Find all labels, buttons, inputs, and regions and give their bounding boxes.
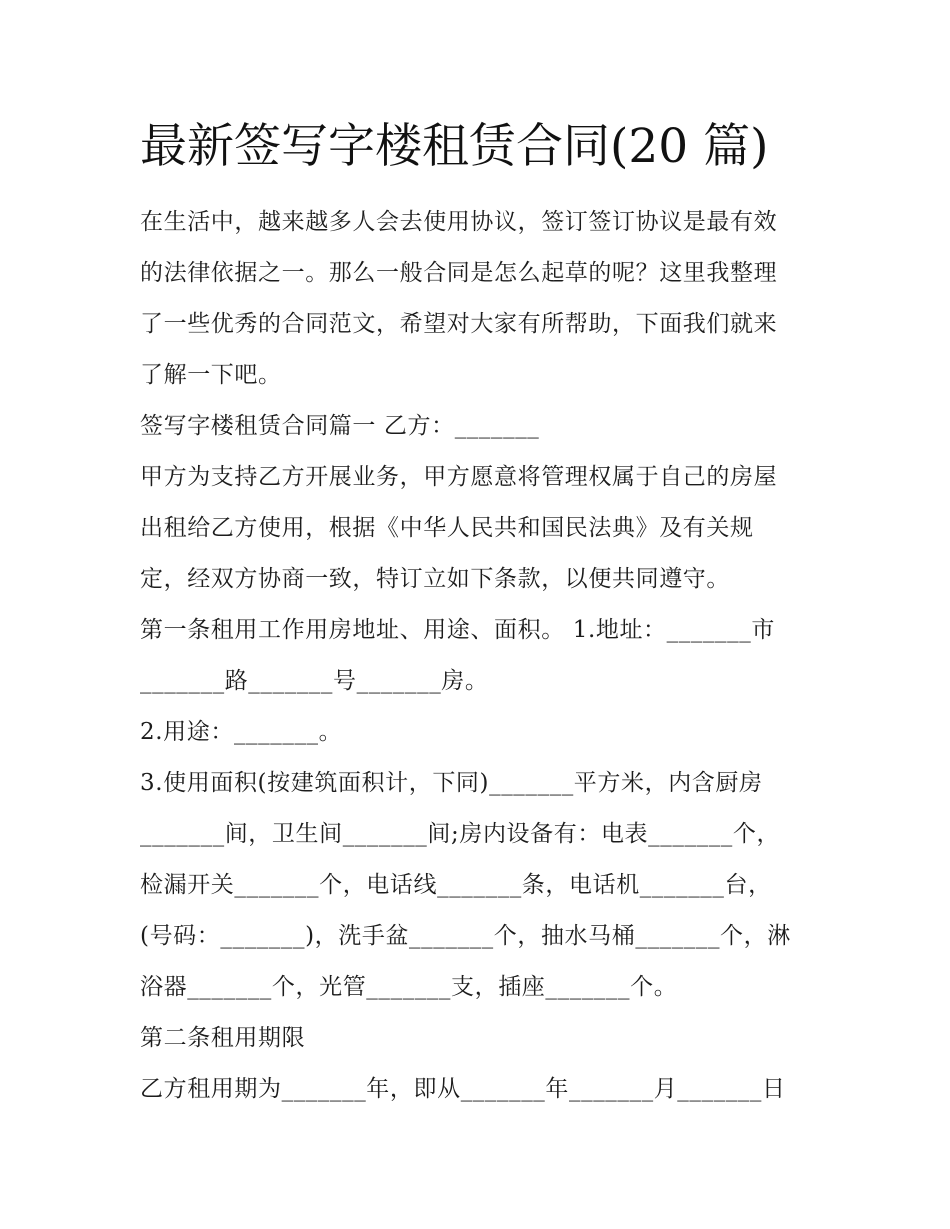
address-line: _______路_______号_______房。 [140, 668, 489, 694]
document-title: 最新签写字楼租赁合同(20 篇) [140, 119, 769, 174]
paragraph-line: 出租给乙方使用，根据《中华人民共和国民法典》及有关规 [140, 515, 754, 541]
intro-line-4: 了解一下吧。 [140, 362, 282, 388]
term-line: 乙方租用期为_______年，即从_______年_______月_______日 [140, 1076, 786, 1102]
usage-line: 2.用途：_______。 [140, 719, 343, 745]
article-1-heading: 第一条租用工作用房地址、用途、面积。 1.地址：_______市 [140, 617, 775, 643]
intro-line-1: 在生活中，越来越多人会去使用协议，签订签订协议是最有效 [140, 209, 778, 235]
equipment-line: 检漏开关_______个，电话线_______条，电话机_______台， [140, 872, 772, 898]
equipment-line: 浴器_______个，光管_______支，插座_______个。 [140, 974, 678, 1000]
paragraph-line: 甲方为支持乙方开展业务，甲方愿意将管理权属于自己的房屋 [140, 464, 778, 490]
intro-line-2: 的法律依据之一。那么一般合同是怎么起草的呢？这里我整理 [140, 260, 778, 286]
intro-line-3: 了一些优秀的合同范文，希望对大家有所帮助，下面我们就来 [140, 311, 778, 337]
equipment-line: _______间，卫生间_______间;房内设备有：电表_______个， [140, 821, 781, 847]
area-line: 3.使用面积(按建筑面积计，下同)_______平方米，内含厨房 [140, 770, 763, 796]
paragraph-line: 定，经双方协商一致，特订立如下条款，以便共同遵守。 [140, 566, 730, 592]
article-2-heading: 第二条租用期限 [140, 1025, 306, 1051]
equipment-line: (号码：_______)，洗手盆_______个，抽水马桶_______个，淋 [140, 923, 791, 949]
section-heading-1: 签写字楼租赁合同篇一 乙方：_______ [140, 413, 540, 439]
